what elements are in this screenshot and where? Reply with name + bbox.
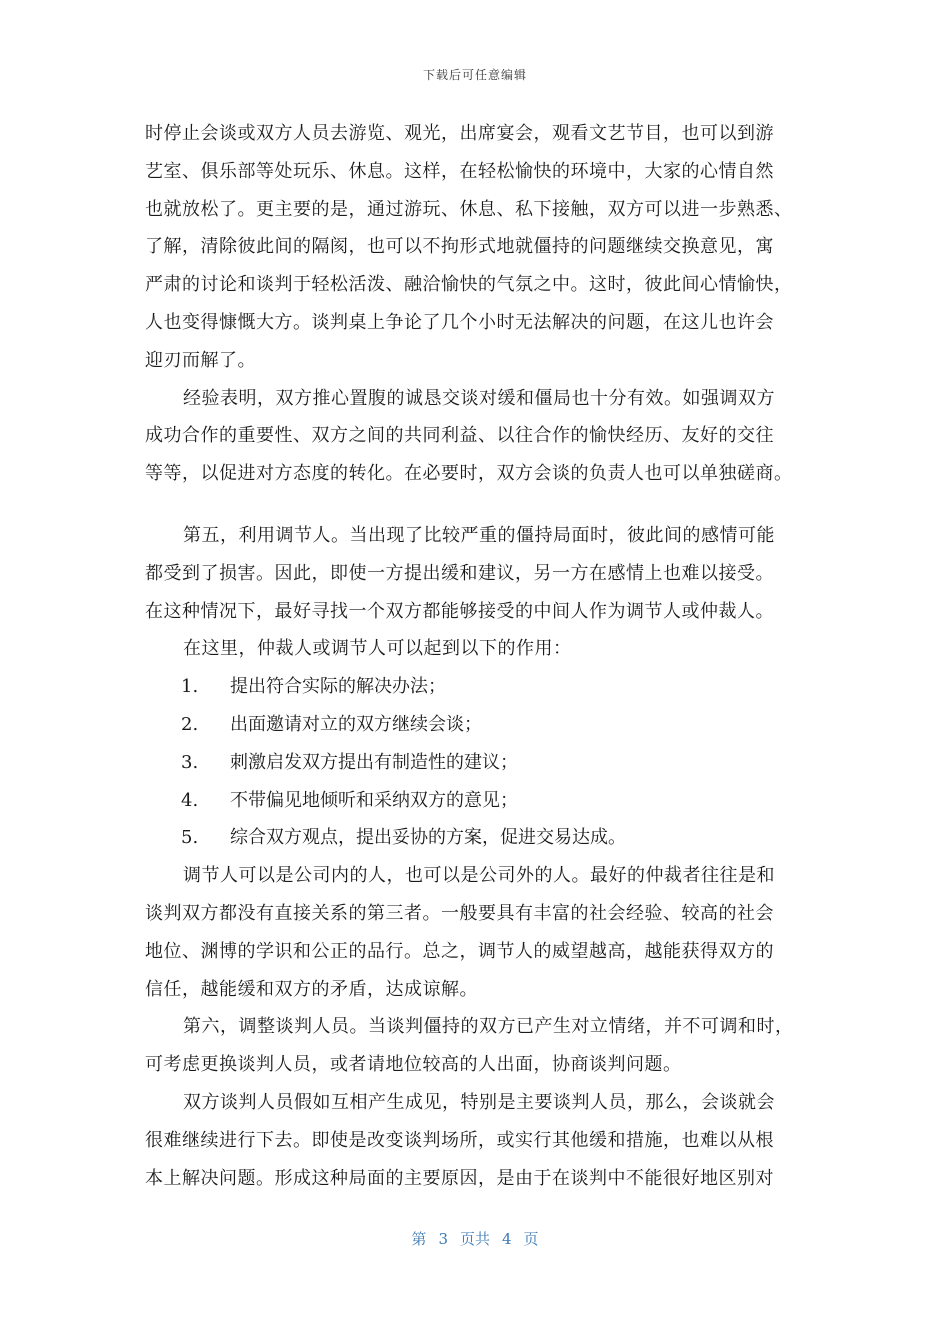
list-number: 5. <box>181 827 199 849</box>
list-item <box>145 706 807 744</box>
numbered-list <box>145 668 807 857</box>
paragraph-gap <box>145 493 807 517</box>
list-item <box>145 819 807 857</box>
footer-suffix: 页 <box>523 1230 539 1248</box>
text-line: 严肃的讨论和谈判于轻松活泼、融洽愉快的气氛之中。这时，彼此间心情愉快， <box>145 274 793 296</box>
text-line: 在这里，仲裁人或调节人可以起到以下的作用： <box>183 638 572 660</box>
footer-prefix: 第 <box>411 1230 427 1248</box>
paragraph <box>145 115 807 380</box>
text-line: 迎刃而解了。 <box>145 349 256 371</box>
paragraph <box>145 857 807 1008</box>
text-line: 经验表明，双方推心置腹的诚恳交谈对缓和僵局也十分有效。如强调双方 <box>183 387 775 409</box>
list-text: 刺激启发双方提出有制造性的建议； <box>230 751 518 773</box>
list-text: 综合双方观点，提出妥协的方案，促进交易达成。 <box>230 827 626 849</box>
text-line: 等等，以促进对方态度的转化。在必要时，双方会谈的负责人也可以单独磋商。 <box>145 463 793 485</box>
paragraph <box>145 1084 807 1197</box>
paragraph <box>145 380 807 493</box>
text-line: 地位、渊博的学识和公正的品行。总之，调节人的威望越高，越能获得双方的 <box>145 940 774 962</box>
paragraph <box>145 517 807 630</box>
current-page-number: 3 <box>438 1230 448 1248</box>
text-line: 在这种情况下，最好寻找一个双方都能够接受的中间人作为调节人或仲裁人。 <box>145 600 774 622</box>
list-number: 3. <box>181 751 199 773</box>
text-line: 也就放松了。更主要的是，通过游玩、休息、私下接触，双方可以进一步熟悉、 <box>145 198 793 220</box>
list-item <box>145 668 807 706</box>
text-line: 第六，调整谈判人员。当谈判僵持的双方已产生对立情绪，并不可调和时， <box>183 1016 794 1038</box>
text-line: 谈判双方都没有直接关系的第三者。一般要具有丰富的社会经验、较高的社会 <box>145 902 774 924</box>
text-line: 双方谈判人员假如互相产生成见，特别是主要谈判人员，那么，会谈就会 <box>183 1091 775 1113</box>
total-page-count: 4 <box>502 1230 512 1248</box>
text-line: 都受到了损害。因此，即使一方提出缓和建议，另一方在感情上也难以接受。 <box>145 562 774 584</box>
text-line: 调节人可以是公司内的人，也可以是公司外的人。最好的仲裁者往往是和 <box>183 865 775 887</box>
text-line: 了解，清除彼此间的隔阂，也可以不拘形式地就僵持的问题继续交换意见，寓 <box>145 236 774 258</box>
page-footer <box>0 1228 950 1249</box>
list-number: 4. <box>181 789 199 811</box>
text-line: 很难继续进行下去。即使是改变谈判场所，或实行其他缓和措施，也难以从根 <box>145 1129 774 1151</box>
text-line: 可考虑更换谈判人员，或者请地位较高的人出面，协商谈判问题。 <box>145 1054 682 1076</box>
text-line: 成功合作的重要性、双方之间的共同利益、以往合作的愉快经历、友好的交往 <box>145 425 774 447</box>
list-number: 1. <box>181 676 199 698</box>
list-item <box>145 744 807 782</box>
text-line: 本上解决问题。形成这种局面的主要原因，是由于在谈判中不能很好地区别对 <box>145 1167 774 1189</box>
text-line: 艺室、俱乐部等处玩乐、休息。这样，在轻松愉快的环境中，大家的心情自然 <box>145 160 774 182</box>
text-line: 第五，利用调节人。当出现了比较严重的僵持局面时，彼此间的感情可能 <box>183 524 775 546</box>
text-line: 信任，越能缓和双方的矛盾，达成谅解。 <box>145 978 478 1000</box>
list-item <box>145 782 807 820</box>
paragraph <box>145 630 807 668</box>
list-text: 出面邀请对立的双方继续会谈； <box>230 713 482 735</box>
page-header: 下载后可任意编辑 <box>422 68 527 82</box>
list-number: 2. <box>181 713 199 735</box>
document-body <box>145 115 807 1197</box>
text-line: 时停止会谈或双方人员去游览、观光，出席宴会，观看文艺节目，也可以到游 <box>145 123 774 144</box>
footer-middle: 页共 <box>459 1230 490 1248</box>
paragraph <box>145 1008 807 1084</box>
text-line: 人也变得慷慨大方。谈判桌上争论了几个小时无法解决的问题，在这儿也许会 <box>145 311 774 333</box>
list-text: 提出符合实际的解决办法； <box>230 676 446 698</box>
list-text: 不带偏见地倾听和采纳双方的意见； <box>230 789 518 811</box>
